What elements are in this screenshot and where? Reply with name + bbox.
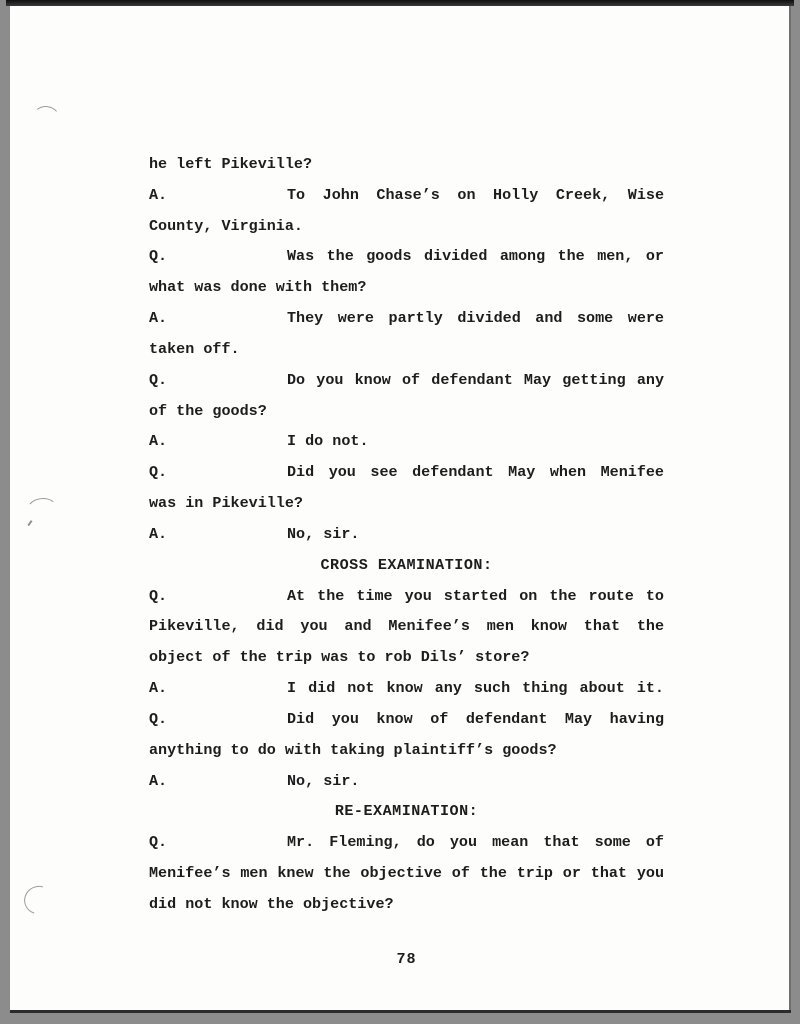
- speaker-label: Q.: [149, 833, 168, 852]
- transcript-line: [149, 519, 664, 550]
- transcript-line: anything to do with taking plaintiff’s goods?: [149, 740, 557, 759]
- speaker-label: A.: [149, 309, 168, 328]
- line-text: Was the goods divided among the men, or: [287, 247, 664, 266]
- line-text: I did not know any such thing about it.: [287, 679, 664, 698]
- line-text: I do not.: [287, 432, 369, 451]
- punch-hole-mark: [31, 105, 62, 134]
- transcript-line: [149, 581, 664, 612]
- speaker-label: A.: [149, 679, 168, 698]
- transcript-line: did not know the objective?: [149, 894, 394, 913]
- transcript-line: taken off.: [149, 339, 240, 358]
- scan-edge-bottom: [10, 1010, 791, 1013]
- line-text: To John Chase’s on Holly Creek, Wise: [287, 185, 664, 204]
- transcript-line: [149, 704, 664, 735]
- speaker-label: A.: [149, 432, 168, 451]
- line-text: Mr. Fleming, do you mean that some of: [287, 833, 664, 852]
- document-page: [10, 6, 791, 1011]
- transcript-line: he left Pikeville?: [149, 155, 313, 173]
- transcript-line: [149, 673, 664, 704]
- transcript-line: was in Pikeville?: [149, 494, 303, 513]
- transcript-line: [149, 180, 664, 211]
- transcript-line: Menifee’s men knew the objective of the trip or that you: [149, 864, 664, 883]
- transcript-line: [149, 365, 664, 396]
- page-number: 78: [396, 950, 417, 968]
- speaker-label: Q.: [149, 370, 168, 389]
- line-text: No, sir.: [287, 771, 360, 790]
- transcript-line: [149, 303, 664, 334]
- punch-hole-mark: [19, 881, 58, 919]
- transcript-line: County, Virginia.: [149, 216, 303, 235]
- transcript-line: [149, 827, 664, 858]
- line-text: Did you see defendant May when Menifee: [287, 463, 664, 482]
- line-text: Do you know of defendant May getting any: [287, 370, 664, 389]
- transcript-line: Pikeville, did you and Menifee’s men know that the: [149, 617, 664, 636]
- line-text: They were partly divided and some were: [287, 309, 664, 328]
- speaker-label: Q.: [149, 247, 168, 266]
- transcript-line: what was done with them?: [149, 278, 367, 297]
- transcript-line: [149, 241, 664, 272]
- transcript-line: [149, 766, 664, 797]
- section-heading: CROSS EXAMINATION:: [320, 555, 493, 574]
- transcript-line: [149, 426, 664, 457]
- line-text: At the time you started on the route to: [287, 586, 664, 605]
- speaker-label: A.: [149, 771, 168, 790]
- speaker-label: Q.: [149, 709, 168, 728]
- line-text: No, sir.: [287, 524, 360, 543]
- line-text: Did you know of defendant May having: [287, 709, 664, 728]
- transcript-lines: [149, 149, 664, 920]
- section-heading: RE-EXAMINATION:: [334, 802, 479, 821]
- transcript-line: [149, 457, 664, 488]
- speaker-label: A.: [149, 185, 168, 204]
- transcript-line: object of the trip was to rob Dils’ store?: [149, 648, 530, 667]
- transcript-line: of the goods?: [149, 401, 267, 420]
- speaker-label: A.: [149, 524, 168, 543]
- speaker-label: Q.: [149, 463, 168, 482]
- speaker-label: Q.: [149, 586, 168, 605]
